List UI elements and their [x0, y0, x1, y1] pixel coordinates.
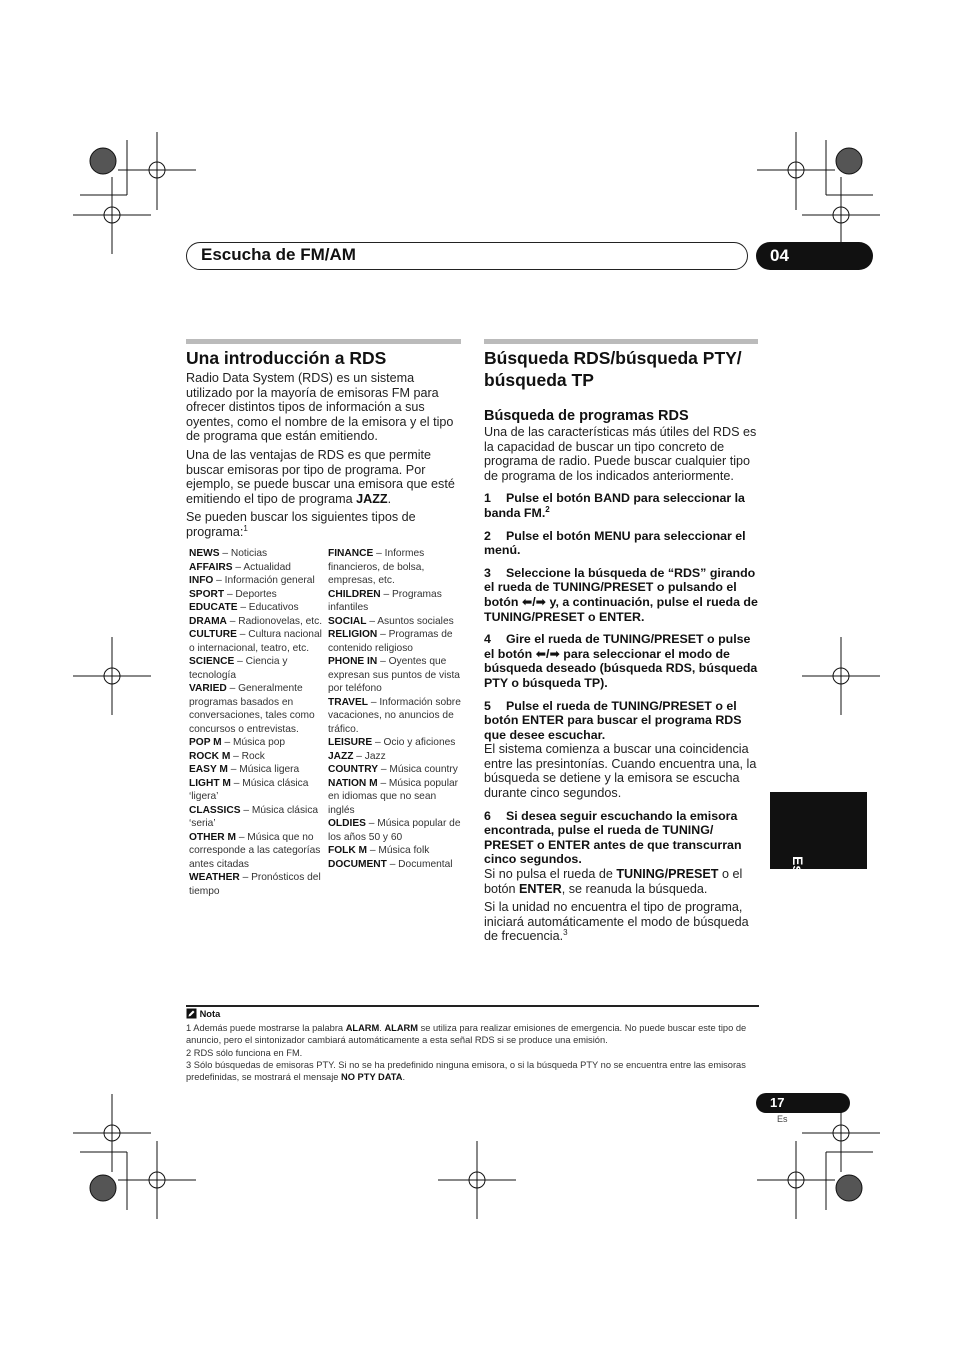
program-type-entry	[189, 574, 323, 588]
paragraph-text: Se pueden buscar los siguientes tipos de programa:	[186, 510, 416, 539]
bold-term: JAZZ	[356, 491, 388, 506]
program-type-desc: – Actualidad	[232, 561, 291, 573]
paragraph-text: Una de las ventajas de RDS es que permite buscar emisoras por tipo de programa. Por ejemplo, se puede buscar una emisora que esté emitiendo el tipo de programa	[186, 447, 455, 506]
step-text: Si desea seguir escuchando la emisora encontrada, pulse el rueda de TUNING/ PRESET o ENTER antes de que transcurran cinco segundos.	[484, 808, 742, 867]
program-type-entry	[328, 777, 462, 818]
program-type-code: FOLK M	[328, 845, 368, 856]
notes-rule	[186, 1005, 759, 1007]
paragraph: Radio Data System (RDS) es un sistema utilizado por la mayoría de emisoras FM para ofrecer distintos tipos de información a sus oyentes, como el nombre de la emisora y el tipo de programa que están emitiendo.	[186, 371, 454, 444]
step-number: 2	[484, 528, 491, 543]
footnote-ref: 2	[545, 504, 550, 514]
program-type-entry	[189, 601, 323, 615]
program-type-desc: – Música folk	[367, 845, 430, 856]
step-text: Seleccione la búsqueda de “RDS” girando el rueda de TUNING/PRESET o pulsando el botón ⬅/➡ y, a continuación, pulse el rueda de TUNING/PRESET o ENTER.	[484, 565, 758, 624]
step-list	[484, 491, 760, 742]
note-text: .	[379, 1023, 385, 1034]
program-type-code: DOCUMENT	[328, 858, 387, 870]
program-type-entry	[328, 696, 462, 737]
program-type-desc: – Música clásica ‘ligera’	[189, 777, 309, 802]
paragraph-text: Si la unidad no encuentra el tipo de programa, iniciará automáticamente el modo de búsqueda de frecuencia.	[484, 900, 749, 944]
program-type-desc: – Generalmente programas basados en conversaciones, tales como concursos o entrevistas.	[189, 683, 315, 735]
page-number: 17	[756, 1093, 850, 1113]
step-number: 5	[484, 698, 491, 713]
pencil-icon	[186, 1008, 197, 1019]
program-type-entry	[189, 736, 323, 750]
chapter-title: Escucha de FM/AM	[201, 245, 356, 264]
program-type-list-2	[328, 547, 462, 871]
program-type-entry	[328, 844, 462, 858]
chapter-number: 04	[756, 242, 873, 270]
program-type-code: NEWS	[189, 548, 220, 559]
program-type-entry	[328, 615, 462, 629]
program-type-entry	[189, 588, 323, 602]
program-type-code: EDUCATE	[189, 602, 238, 613]
program-type-desc: – Radionovelas, etc.	[226, 615, 323, 627]
paragraph-text: .	[387, 491, 392, 506]
program-type-desc: – Noticias	[219, 548, 268, 559]
program-type-entry	[328, 628, 462, 655]
program-type-entry	[189, 615, 323, 629]
heading-line: búsqueda TP	[484, 370, 594, 390]
left-column	[186, 347, 462, 540]
program-type-desc: – Ciencia y tecnología	[189, 656, 288, 681]
program-type-entry	[189, 682, 323, 736]
program-type-entry	[189, 763, 323, 777]
step	[484, 529, 760, 558]
program-type-desc: – Rock	[230, 750, 265, 762]
page-language: Es	[777, 1114, 788, 1124]
program-type-desc: – Asuntos sociales	[366, 615, 454, 627]
program-type-entry	[328, 858, 462, 872]
program-type-code: CULTURE	[189, 629, 237, 640]
program-type-entry	[328, 588, 462, 615]
paragraph	[186, 448, 462, 506]
paragraph: Una de las características más útiles del RDS es la capacidad de buscar un tipo concreto de programa de radio. Puede buscar cualquier tipo de programa de los indicados anteriormente.	[484, 425, 757, 483]
program-type-code: OLDIES	[328, 818, 366, 829]
program-type-code: SOCIAL	[328, 615, 367, 627]
program-type-code: LIGHT M	[189, 777, 231, 789]
step	[484, 491, 760, 520]
step	[484, 699, 760, 743]
step-number: 1	[484, 491, 491, 506]
program-type-desc: – Pronósticos del tiempo	[189, 872, 321, 897]
step-number: 4	[484, 632, 491, 647]
program-type-code: OTHER M	[189, 831, 236, 843]
note-text: se utiliza para realizar emisiones de emergencia. No puede buscar este tipo de anuncio, pero el sintonizador cambiará automáticamente a esta señal RDS si se produce una emisión.	[186, 1023, 747, 1046]
program-type-desc: – Música pop	[221, 737, 286, 748]
paragraph-text: o el botón	[484, 867, 743, 896]
note-text: .	[402, 1072, 406, 1083]
program-type-code: CHILDREN	[328, 588, 381, 600]
program-type-entry	[328, 750, 462, 764]
program-type-code: FINANCE	[328, 548, 374, 559]
program-type-code: INFO	[189, 575, 214, 586]
program-type-code: TRAVEL	[328, 696, 368, 708]
section-heading-rds: Una introducción a RDS	[186, 348, 387, 368]
program-type-entry	[328, 763, 462, 777]
program-type-desc: – Oyentes que expresan sus puntos de vista por teléfono	[328, 656, 460, 694]
program-type-entry	[189, 777, 323, 804]
step5-body: El sistema comienza a buscar una coincidencia entre las presintonías. Cuando encuentra una, la búsqueda se detiene y la emisora se escucha durante cinco segundos.	[484, 742, 757, 801]
program-type-code: SCIENCE	[189, 656, 235, 667]
program-type-entry	[328, 547, 462, 588]
program-type-desc: – Cultura nacional o internacional, teatro, etc.	[189, 629, 322, 654]
program-type-desc: – Música que no corresponde a las categorías antes citadas	[189, 831, 321, 870]
step-number: 6	[484, 808, 491, 823]
paragraph	[186, 510, 462, 539]
note-text: 3 Sólo búsquedas de emisoras PTY. Si no se ha predefinido ninguna emisora, o si la búsqueda PTY no se encuentra entre las emisoras predefinidas, se mostrará el mensaje	[186, 1059, 746, 1083]
note-1	[186, 1022, 758, 1046]
program-type-entry	[328, 655, 462, 696]
program-type-desc: – Informes financieros, de bolsa, empresas, etc.	[328, 548, 425, 586]
program-type-entry	[328, 817, 462, 844]
program-type-desc: – Deportes	[224, 588, 277, 600]
note-text: 1 Además puede mostrarse la palabra	[186, 1023, 346, 1034]
paragraph-text: Si no pulsa el rueda de	[484, 867, 617, 882]
language-label: Español	[790, 856, 806, 911]
bold-term: TUNING/PRESET	[616, 867, 719, 882]
program-type-code: ROCK M	[189, 750, 231, 762]
program-type-desc: – Ocio y aficiones	[372, 737, 456, 748]
program-type-code: JAZZ	[328, 750, 354, 762]
program-type-list-1	[189, 547, 323, 898]
heading-line: Búsqueda RDS/búsqueda PTY/	[484, 348, 742, 368]
step	[484, 632, 760, 690]
right-column	[484, 347, 760, 944]
program-type-desc: – Música ligera	[227, 764, 300, 775]
program-type-desc: – Música popular de los años 50 y 60	[328, 818, 461, 843]
program-type-entry	[189, 561, 323, 575]
note-3	[186, 1059, 758, 1083]
note-2: 2 RDS sólo funciona en FM.	[186, 1047, 303, 1058]
program-type-entry	[328, 736, 462, 750]
program-type-code: DRAMA	[189, 615, 227, 627]
notes-header	[186, 1008, 758, 1020]
step-text: Gire el rueda de TUNING/PRESET o pulse el botón ⬅/➡ para seleccionar el modo de búsqueda deseado (búsqueda RDS, búsqueda PTY o búsqueda TP).	[484, 632, 758, 690]
bold-term: ENTER	[519, 881, 562, 896]
bold-term: NO PTY DATA	[341, 1072, 403, 1083]
program-type-desc: – Programas infantiles	[328, 588, 442, 613]
program-type-code: WEATHER	[189, 872, 240, 883]
program-type-desc: – Información general	[213, 575, 315, 586]
step-text: Pulse el botón BAND para seleccionar la banda FM.	[484, 491, 745, 520]
footnote-ref: 3	[563, 928, 568, 938]
left-section-rule	[186, 339, 461, 344]
program-type-desc: – Música popular en idiomas que no sean inglés	[328, 777, 459, 816]
bold-term: ALARM	[384, 1023, 419, 1034]
footnote-ref: 1	[243, 523, 248, 533]
right-section-rule	[484, 339, 758, 344]
program-type-code: LEISURE	[328, 737, 373, 748]
program-type-code: AFFAIRS	[189, 561, 233, 573]
program-type-code: COUNTRY	[328, 764, 378, 775]
step	[484, 566, 760, 624]
program-type-code: RELIGION	[328, 629, 378, 640]
program-type-code: NATION M	[328, 777, 378, 789]
section-heading-search	[484, 347, 760, 391]
program-type-desc: – Educativos	[237, 602, 299, 613]
program-type-entry	[189, 831, 323, 872]
program-type-code: SPORT	[189, 588, 225, 600]
program-type-entry	[189, 547, 323, 561]
program-type-code: EASY M	[189, 764, 228, 775]
step6-body	[484, 867, 760, 896]
program-type-code: VARIED	[189, 683, 227, 694]
program-type-desc: – Jazz	[353, 750, 386, 762]
step	[484, 809, 760, 867]
program-type-entry	[189, 655, 323, 682]
subheading: Búsqueda de programas RDS	[484, 408, 689, 424]
paragraph-text: , se reanuda la búsqueda.	[561, 881, 708, 896]
program-type-desc: – Programas de contenido religioso	[328, 629, 453, 654]
bold-term: ALARM	[345, 1023, 380, 1034]
program-type-desc: – Documental	[386, 858, 453, 870]
step-text: Pulse el botón MENU para seleccionar el menú.	[484, 528, 746, 558]
language-tab	[770, 792, 867, 911]
program-type-code: POP M	[189, 737, 222, 748]
program-type-desc: – Música country	[378, 764, 458, 775]
program-type-desc: – Música clásica ‘seria’	[189, 804, 319, 829]
step-text: Pulse el rueda de TUNING/PRESET o el botón ENTER para buscar el programa RDS que desee escuchar.	[484, 698, 742, 742]
notes-label: Nota	[199, 1009, 221, 1019]
program-type-entry	[189, 804, 323, 831]
program-type-entry	[189, 628, 323, 655]
program-type-entry	[189, 750, 323, 764]
step-number: 3	[484, 565, 491, 580]
program-type-entry	[189, 871, 323, 898]
paragraph	[484, 900, 760, 944]
program-type-code: CLASSICS	[189, 804, 241, 816]
notes	[186, 1008, 758, 1083]
chapter-header	[186, 242, 748, 270]
program-type-code: PHONE IN	[328, 656, 378, 667]
program-type-desc: – Información sobre vacaciones, no anuncios de tráfico.	[328, 696, 461, 735]
